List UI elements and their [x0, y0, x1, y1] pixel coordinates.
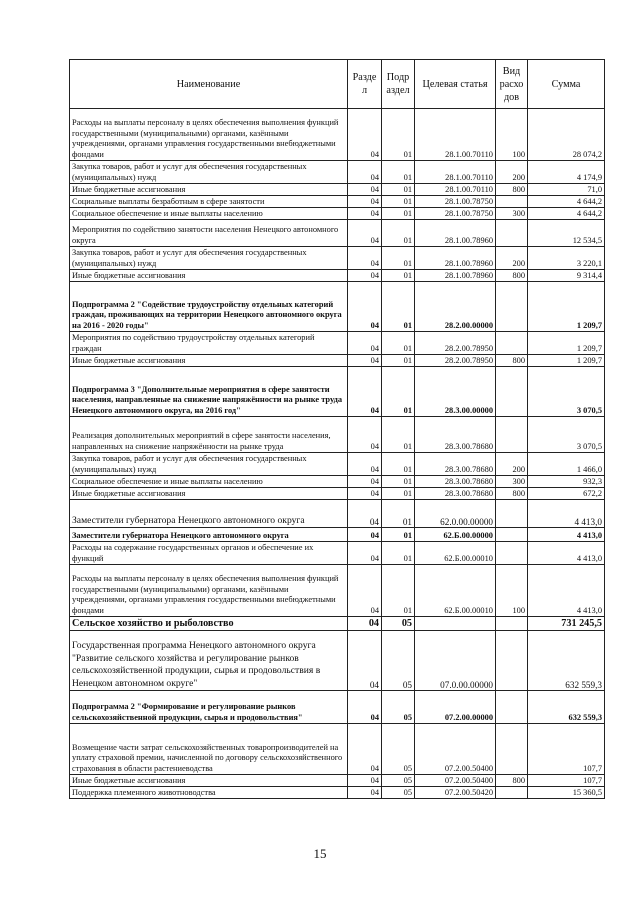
cell-sum: 932,3	[528, 476, 605, 488]
cell-razdel: 04	[348, 355, 382, 367]
cell-razdel: 04	[348, 220, 382, 247]
table-row	[70, 488, 605, 500]
cell-razdel: 04	[348, 488, 382, 500]
cell-article: 28.3.00.78680	[415, 453, 496, 476]
header-podrazdel: Подр аздел	[382, 60, 415, 109]
cell-podrazdel: 01	[382, 332, 415, 355]
cell-podrazdel: 01	[382, 184, 415, 196]
cell-vid: 800	[496, 355, 528, 367]
cell-sum: 4 174,9	[528, 161, 605, 184]
cell-razdel: 04	[348, 617, 382, 631]
cell-podrazdel: 01	[382, 528, 415, 542]
cell-sum: 1 209,7	[528, 332, 605, 355]
cell-vid: 800	[496, 488, 528, 500]
cell-podrazdel: 05	[382, 787, 415, 799]
table-row	[70, 247, 605, 270]
cell-sum: 28 074,2	[528, 109, 605, 161]
cell-article: 07.0.00.00000	[415, 631, 496, 691]
cell-vid	[496, 417, 528, 453]
cell-article: 07.2.00.00000	[415, 691, 496, 724]
cell-name: Реализация дополнительных мероприятий в сфере занятости населения, направленных на снижение напряжённости на рынке труда	[70, 417, 348, 453]
header-row	[70, 60, 605, 109]
cell-name: Расходы на содержание государственных органов и обеспечение их функций	[70, 542, 348, 565]
cell-sum: 3 070,5	[528, 417, 605, 453]
cell-sum: 12 534,5	[528, 220, 605, 247]
cell-article: 28.1.00.78960	[415, 247, 496, 270]
cell-podrazdel: 01	[382, 247, 415, 270]
cell-article: 07.2.00.50400	[415, 775, 496, 787]
cell-razdel: 04	[348, 208, 382, 220]
table-row	[70, 631, 605, 691]
cell-razdel: 04	[348, 453, 382, 476]
cell-vid: 100	[496, 565, 528, 617]
cell-vid	[496, 617, 528, 631]
cell-article: 28.1.00.70110	[415, 109, 496, 161]
cell-podrazdel: 01	[382, 565, 415, 617]
table-row	[70, 691, 605, 724]
cell-name: Иные бюджетные ассигнования	[70, 184, 348, 196]
cell-razdel: 04	[348, 631, 382, 691]
table-row	[70, 208, 605, 220]
table-row	[70, 220, 605, 247]
cell-podrazdel: 01	[382, 196, 415, 208]
budget-table	[69, 59, 605, 799]
table-row	[70, 542, 605, 565]
cell-podrazdel: 01	[382, 488, 415, 500]
cell-name: Государственная программа Ненецкого автономного округа "Развитие сельского хозяйства и регулирование рынков сельскохозяйственной продукции, сырья и продовольствия в Ненецком автономном округе"	[70, 631, 348, 691]
cell-podrazdel: 05	[382, 617, 415, 631]
table-row	[70, 528, 605, 542]
table-row	[70, 270, 605, 282]
cell-vid: 200	[496, 247, 528, 270]
table-row	[70, 367, 605, 417]
cell-name: Иные бюджетные ассигнования	[70, 355, 348, 367]
table-row	[70, 417, 605, 453]
cell-vid	[496, 631, 528, 691]
cell-article: 28.3.00.78680	[415, 488, 496, 500]
cell-name: Заместители губернатора Ненецкого автономного округа	[70, 528, 348, 542]
cell-podrazdel: 05	[382, 691, 415, 724]
cell-article: 28.1.00.78750	[415, 196, 496, 208]
cell-sum: 731 245,5	[528, 617, 605, 631]
cell-sum: 4 644,2	[528, 196, 605, 208]
cell-razdel: 04	[348, 184, 382, 196]
cell-razdel: 04	[348, 542, 382, 565]
cell-name: Расходы на выплаты персоналу в целях обеспечения выполнения функций государственными (муниципальными) органами, казёнными учреждениями, органами управления государственными внебюджетными фондами	[70, 565, 348, 617]
cell-article: 28.3.00.00000	[415, 367, 496, 417]
page-number: 15	[313, 846, 327, 861]
cell-sum: 107,7	[528, 775, 605, 787]
header-vid: Вид расхо дов	[496, 60, 528, 109]
cell-razdel: 04	[348, 247, 382, 270]
cell-article: 28.1.00.78750	[415, 208, 496, 220]
table-row	[70, 184, 605, 196]
table-row	[70, 775, 605, 787]
cell-name: Расходы на выплаты персоналу в целях обеспечения выполнения функций государственными (муниципальными) органами, казёнными учреждениями, органами управления государственными внебюджетными фондами	[70, 109, 348, 161]
table-row	[70, 476, 605, 488]
cell-article: 62.Б.00.00010	[415, 565, 496, 617]
cell-razdel: 04	[348, 270, 382, 282]
cell-vid: 800	[496, 184, 528, 196]
cell-podrazdel: 01	[382, 542, 415, 565]
cell-razdel: 04	[348, 332, 382, 355]
cell-name: Подпрограмма 3 "Дополнительные мероприятия в сфере занятости населения, направленные на снижение напряжённости на рынке труда Ненецкого автономного округа, на 2016 год"	[70, 367, 348, 417]
cell-podrazdel: 01	[382, 109, 415, 161]
cell-podrazdel: 01	[382, 476, 415, 488]
cell-vid	[496, 724, 528, 775]
cell-name: Закупка товаров, работ и услуг для обеспечения государственных (муниципальных) нужд	[70, 247, 348, 270]
cell-razdel: 04	[348, 367, 382, 417]
cell-vid	[496, 500, 528, 528]
header-name: Наименование	[70, 60, 348, 109]
cell-razdel: 04	[348, 528, 382, 542]
cell-vid: 200	[496, 161, 528, 184]
cell-sum: 4 413,0	[528, 565, 605, 617]
table-row	[70, 617, 605, 631]
header-sum: Сумма	[528, 60, 605, 109]
cell-razdel: 04	[348, 691, 382, 724]
cell-podrazdel: 01	[382, 282, 415, 332]
cell-podrazdel: 01	[382, 453, 415, 476]
cell-name: Мероприятия по содействию трудоустройству отдельных категорий граждан	[70, 332, 348, 355]
table-row	[70, 196, 605, 208]
header-article: Целевая статья	[415, 60, 496, 109]
table-row	[70, 453, 605, 476]
cell-vid: 300	[496, 476, 528, 488]
cell-vid: 800	[496, 775, 528, 787]
cell-article: 28.3.00.78680	[415, 476, 496, 488]
table-row	[70, 161, 605, 184]
cell-sum: 4 644,2	[528, 208, 605, 220]
cell-vid	[496, 367, 528, 417]
cell-podrazdel: 01	[382, 161, 415, 184]
cell-vid	[496, 542, 528, 565]
cell-vid	[496, 691, 528, 724]
cell-razdel: 04	[348, 775, 382, 787]
table-row	[70, 282, 605, 332]
cell-vid	[496, 282, 528, 332]
cell-article: 28.1.00.70110	[415, 161, 496, 184]
cell-sum: 632 559,3	[528, 691, 605, 724]
table-row	[70, 724, 605, 775]
cell-vid	[496, 196, 528, 208]
cell-name: Закупка товаров, работ и услуг для обеспечения государственных (муниципальных) нужд	[70, 453, 348, 476]
cell-sum: 71,0	[528, 184, 605, 196]
table-body	[70, 109, 605, 799]
cell-razdel: 04	[348, 109, 382, 161]
cell-name: Сельское хозяйство и рыболовство	[70, 617, 348, 631]
cell-sum: 15 360,5	[528, 787, 605, 799]
cell-vid	[496, 220, 528, 247]
table-row	[70, 109, 605, 161]
cell-podrazdel: 01	[382, 208, 415, 220]
cell-name: Социальные выплаты безработным в сфере занятости	[70, 196, 348, 208]
cell-vid: 800	[496, 270, 528, 282]
cell-razdel: 04	[348, 724, 382, 775]
cell-name: Социальное обеспечение и иные выплаты населению	[70, 208, 348, 220]
cell-name: Иные бюджетные ассигнования	[70, 775, 348, 787]
cell-razdel: 04	[348, 417, 382, 453]
cell-podrazdel: 01	[382, 355, 415, 367]
cell-article: 28.1.00.78960	[415, 270, 496, 282]
table-header	[70, 60, 605, 109]
table-row	[70, 565, 605, 617]
cell-podrazdel: 01	[382, 220, 415, 247]
cell-razdel: 04	[348, 565, 382, 617]
cell-sum: 4 413,0	[528, 500, 605, 528]
cell-name: Социальное обеспечение и иные выплаты населению	[70, 476, 348, 488]
cell-podrazdel: 05	[382, 775, 415, 787]
cell-article: 28.1.00.78960	[415, 220, 496, 247]
cell-name: Иные бюджетные ассигнования	[70, 270, 348, 282]
cell-article: 28.3.00.78680	[415, 417, 496, 453]
cell-sum: 3 070,5	[528, 367, 605, 417]
cell-vid: 100	[496, 109, 528, 161]
header-razdel: Разде л	[348, 60, 382, 109]
cell-vid: 200	[496, 453, 528, 476]
table-row	[70, 355, 605, 367]
cell-razdel: 04	[348, 161, 382, 184]
cell-sum: 1 209,7	[528, 355, 605, 367]
cell-article: 07.2.00.50400	[415, 724, 496, 775]
cell-vid	[496, 332, 528, 355]
cell-sum: 4 413,0	[528, 542, 605, 565]
cell-vid: 300	[496, 208, 528, 220]
cell-article: 62.0.00.00000	[415, 500, 496, 528]
cell-name: Мероприятия по содействию занятости населения Ненецкого автономного округа	[70, 220, 348, 247]
table-row	[70, 500, 605, 528]
cell-name: Подпрограмма 2 "Формирование и регулирование рынков сельскохозяйственной продукции, сырья и продовольствия"	[70, 691, 348, 724]
cell-sum: 4 413,0	[528, 528, 605, 542]
cell-name: Поддержка племенного животноводства	[70, 787, 348, 799]
cell-razdel: 04	[348, 282, 382, 332]
cell-razdel: 04	[348, 787, 382, 799]
cell-article: 62.Б.00.00000	[415, 528, 496, 542]
cell-podrazdel: 01	[382, 270, 415, 282]
cell-name: Подпрограмма 2 "Содействие трудоустройству отдельных категорий граждан, проживающих на территории Ненецкого автономного округа на 2016 - 2020 годы"	[70, 282, 348, 332]
cell-article: 62.Б.00.00010	[415, 542, 496, 565]
cell-sum: 9 314,4	[528, 270, 605, 282]
cell-podrazdel: 01	[382, 367, 415, 417]
cell-name: Заместители губернатора Ненецкого автономного округа	[70, 500, 348, 528]
cell-sum: 632 559,3	[528, 631, 605, 691]
cell-podrazdel: 01	[382, 500, 415, 528]
cell-sum: 1 209,7	[528, 282, 605, 332]
cell-sum: 3 220,1	[528, 247, 605, 270]
cell-podrazdel: 05	[382, 724, 415, 775]
cell-sum: 672,2	[528, 488, 605, 500]
cell-name: Иные бюджетные ассигнования	[70, 488, 348, 500]
cell-podrazdel: 01	[382, 417, 415, 453]
cell-vid	[496, 787, 528, 799]
cell-article: 07.2.00.50420	[415, 787, 496, 799]
cell-razdel: 04	[348, 196, 382, 208]
cell-article: 28.2.00.78950	[415, 355, 496, 367]
cell-article: 28.1.00.70110	[415, 184, 496, 196]
cell-name: Закупка товаров, работ и услуг для обеспечения государственных (муниципальных) нужд	[70, 161, 348, 184]
cell-razdel: 04	[348, 500, 382, 528]
cell-name: Возмещение части затрат сельскохозяйственных товаропроизводителей на уплату страховой премии, начисленной по договору сельскохозяйственного страхования в области растениеводства	[70, 724, 348, 775]
cell-article: 28.2.00.78950	[415, 332, 496, 355]
table-row	[70, 332, 605, 355]
cell-vid	[496, 528, 528, 542]
cell-article	[415, 617, 496, 631]
table-row	[70, 787, 605, 799]
cell-podrazdel: 05	[382, 631, 415, 691]
cell-razdel: 04	[348, 476, 382, 488]
cell-sum: 1 466,0	[528, 453, 605, 476]
cell-sum: 107,7	[528, 724, 605, 775]
cell-article: 28.2.00.00000	[415, 282, 496, 332]
